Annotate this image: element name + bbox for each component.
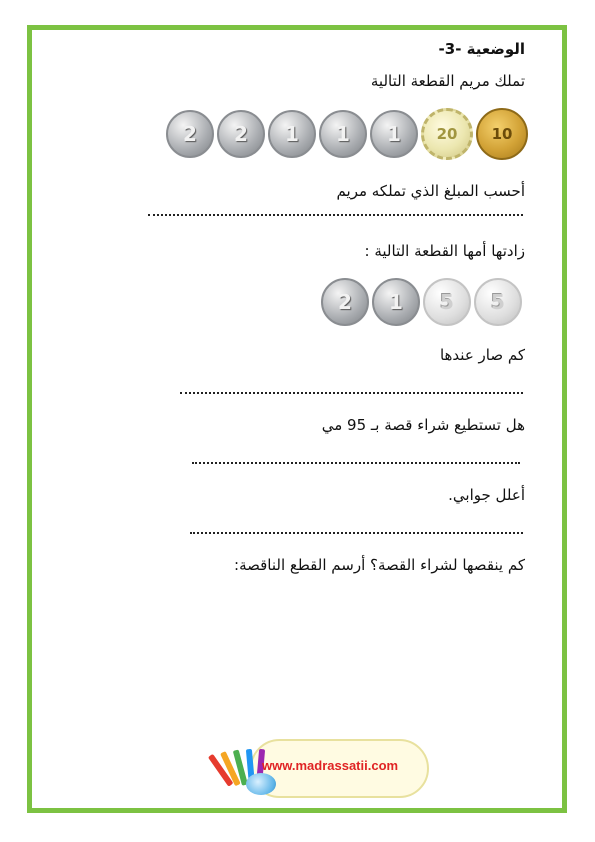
coin-2-c: 2	[321, 278, 369, 326]
coin-1-a: 1	[268, 110, 316, 158]
exercise-title: الوضعية -3-	[438, 40, 525, 58]
site-logo	[220, 735, 430, 803]
coin-row-1	[166, 110, 528, 160]
coin-20: 20	[421, 108, 473, 160]
coin-1-b: 1	[319, 110, 367, 158]
coin-5-b: 5	[474, 278, 522, 326]
coin-row-2	[321, 278, 522, 326]
coin-2-a: 2	[166, 110, 214, 158]
question-6: كم ينقصها لشراء القصة؟ أرسم القطع الناقصة:	[234, 556, 525, 574]
intro-text: تملك مريم القطعة التالية	[370, 72, 525, 90]
coin-1-d: 1	[372, 278, 420, 326]
question-4: هل تستطيع شراء قصة بـ 95 مي	[321, 416, 525, 434]
coin-10: 10	[476, 108, 528, 160]
question-1: أحسب المبلغ الذي تملكه مريم	[336, 182, 525, 200]
globe-icon	[246, 773, 276, 795]
coin-1-c: 1	[370, 110, 418, 158]
question-2: زادتها أمها القطعة التالية :	[364, 242, 525, 260]
coin-2-b: 2	[217, 110, 265, 158]
answer-line-4[interactable]	[190, 532, 523, 534]
site-url[interactable]: www.madrassatii.com	[262, 758, 399, 773]
answer-line-1[interactable]	[148, 214, 523, 216]
coin-5-a: 5	[423, 278, 471, 326]
answer-line-2[interactable]	[180, 392, 523, 394]
question-3: كم صار عندها	[439, 346, 525, 364]
answer-line-3[interactable]	[192, 462, 520, 464]
question-5: أعلل جوابي.	[448, 486, 525, 504]
